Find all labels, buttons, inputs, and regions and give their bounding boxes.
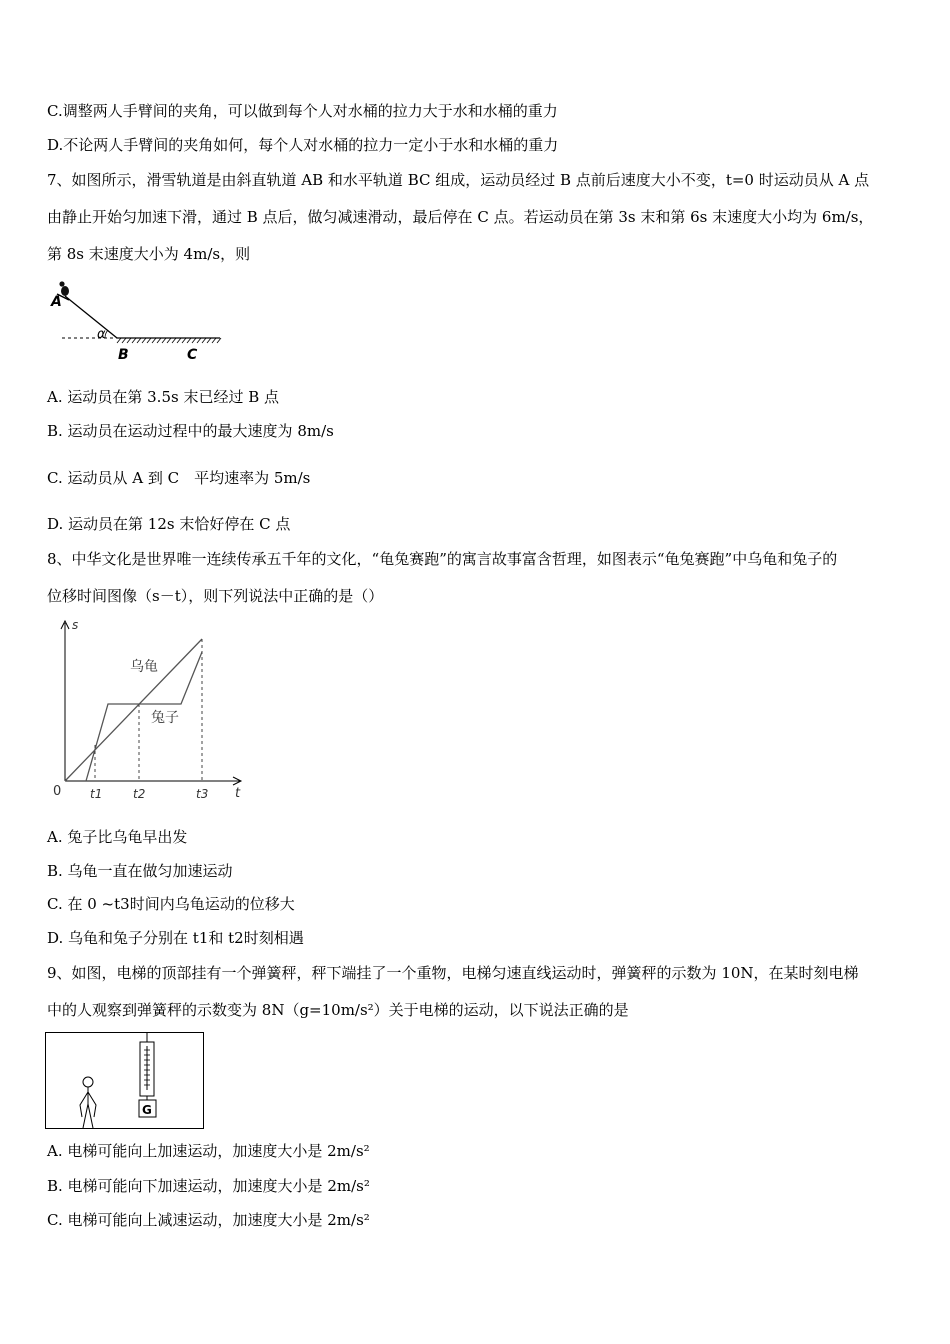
q7-option-a: A. 运动员在第 3.5s 末已经过 B 点 [47, 388, 280, 406]
q8-option-c: C. 在 0 ~t3时间内乌龟运动的位移大 [47, 895, 295, 913]
q8-stem-line1: 8、中华文化是世界唯一连续传承五千年的文化，“龟兔赛跑”的寓言故事富含哲理，如图表示“龟兔赛跑”中乌龟和兔子的 [47, 550, 838, 568]
slope-ab [65, 296, 117, 338]
label-a: A [51, 294, 62, 310]
t2-label: t2 [133, 787, 146, 801]
q9-option-a: A. 电梯可能向上加速运动，加速度大小是 2m/s² [47, 1142, 370, 1160]
t3-label: t3 [196, 787, 209, 801]
q6-option-c: C.调整两人手臂间的夹角，可以做到每个人对水桶的拉力大于水和水桶的重力 [47, 102, 558, 120]
turtle-rabbit-st-graph [45, 615, 255, 810]
turtle-label: 乌龟 [130, 659, 158, 675]
axis-s-label: s [72, 618, 79, 632]
q7-option-d: D. 运动员在第 12s 末恰好停在 C 点 [47, 515, 291, 533]
label-alpha: α [97, 327, 106, 342]
q8-stem-line2: 位移时间图像（s－t），则下列说法中正确的是（） [47, 587, 384, 605]
label-c: C [187, 347, 198, 363]
ski-track-figure [45, 280, 230, 365]
q7-stem-line1: 7、如图所示，滑雪轨道是由斜直轨道 AB 和水平轨道 BC 组成，运动员经过 B 点前后速度大小不变，t=0 时运动员从 A 点 [47, 171, 870, 189]
axis-t-label: t [235, 786, 241, 801]
q8-option-b: B. 乌龟一直在做匀加速运动 [47, 862, 233, 880]
person-icon [80, 1077, 96, 1128]
q7-option-b: B. 运动员在运动过程中的最大速度为 8m/s [47, 422, 334, 440]
q9-stem-line1: 9、如图，电梯的顶部挂有一个弹簧秤，秤下端挂了一个重物，电梯匀速直线运动时，弹簧秤的示数为 10N，在某时刻电梯 [47, 964, 859, 982]
t1-label: t1 [90, 787, 103, 801]
origin-label: 0 [53, 784, 62, 799]
q7-stem-line2: 由静止开始匀加速下滑，通过 B 点后，做匀减速滑动，最后停在 C 点。若运动员在第 3s 末和第 6s 末速度大小均为 6m/s， [47, 208, 874, 226]
q9-option-b: B. 电梯可能向下加速运动，加速度大小是 2m/s² [47, 1177, 370, 1195]
q9-option-c: C. 电梯可能向上减速运动，加速度大小是 2m/s² [47, 1211, 370, 1229]
rabbit-label: 兔子 [151, 710, 179, 726]
label-b: B [118, 347, 129, 363]
ground-hatching [117, 338, 221, 343]
elevator-box [46, 1033, 204, 1129]
q9-stem-line2: 中的人观察到弹簧秤的示数变为 8N（g=10m/s²）关于电梯的运动，以下说法正确的是 [47, 1001, 629, 1019]
elevator-figure [45, 1032, 207, 1132]
q8-option-d: D. 乌龟和兔子分别在 t1和 t2时刻相遇 [47, 929, 304, 947]
q6-option-d: D.不论两人手臂间的夹角如何，每个人对水桶的拉力一定小于水和水桶的重力 [47, 136, 559, 154]
weight-label: G [142, 1103, 152, 1117]
q7-stem-line3: 第 8s 末速度大小为 4m/s，则 [47, 245, 251, 263]
q7-option-c: C. 运动员从 A 到 C 平均速率为 5m/s [47, 469, 311, 487]
q8-option-a: A. 兔子比乌龟早出发 [47, 828, 188, 846]
